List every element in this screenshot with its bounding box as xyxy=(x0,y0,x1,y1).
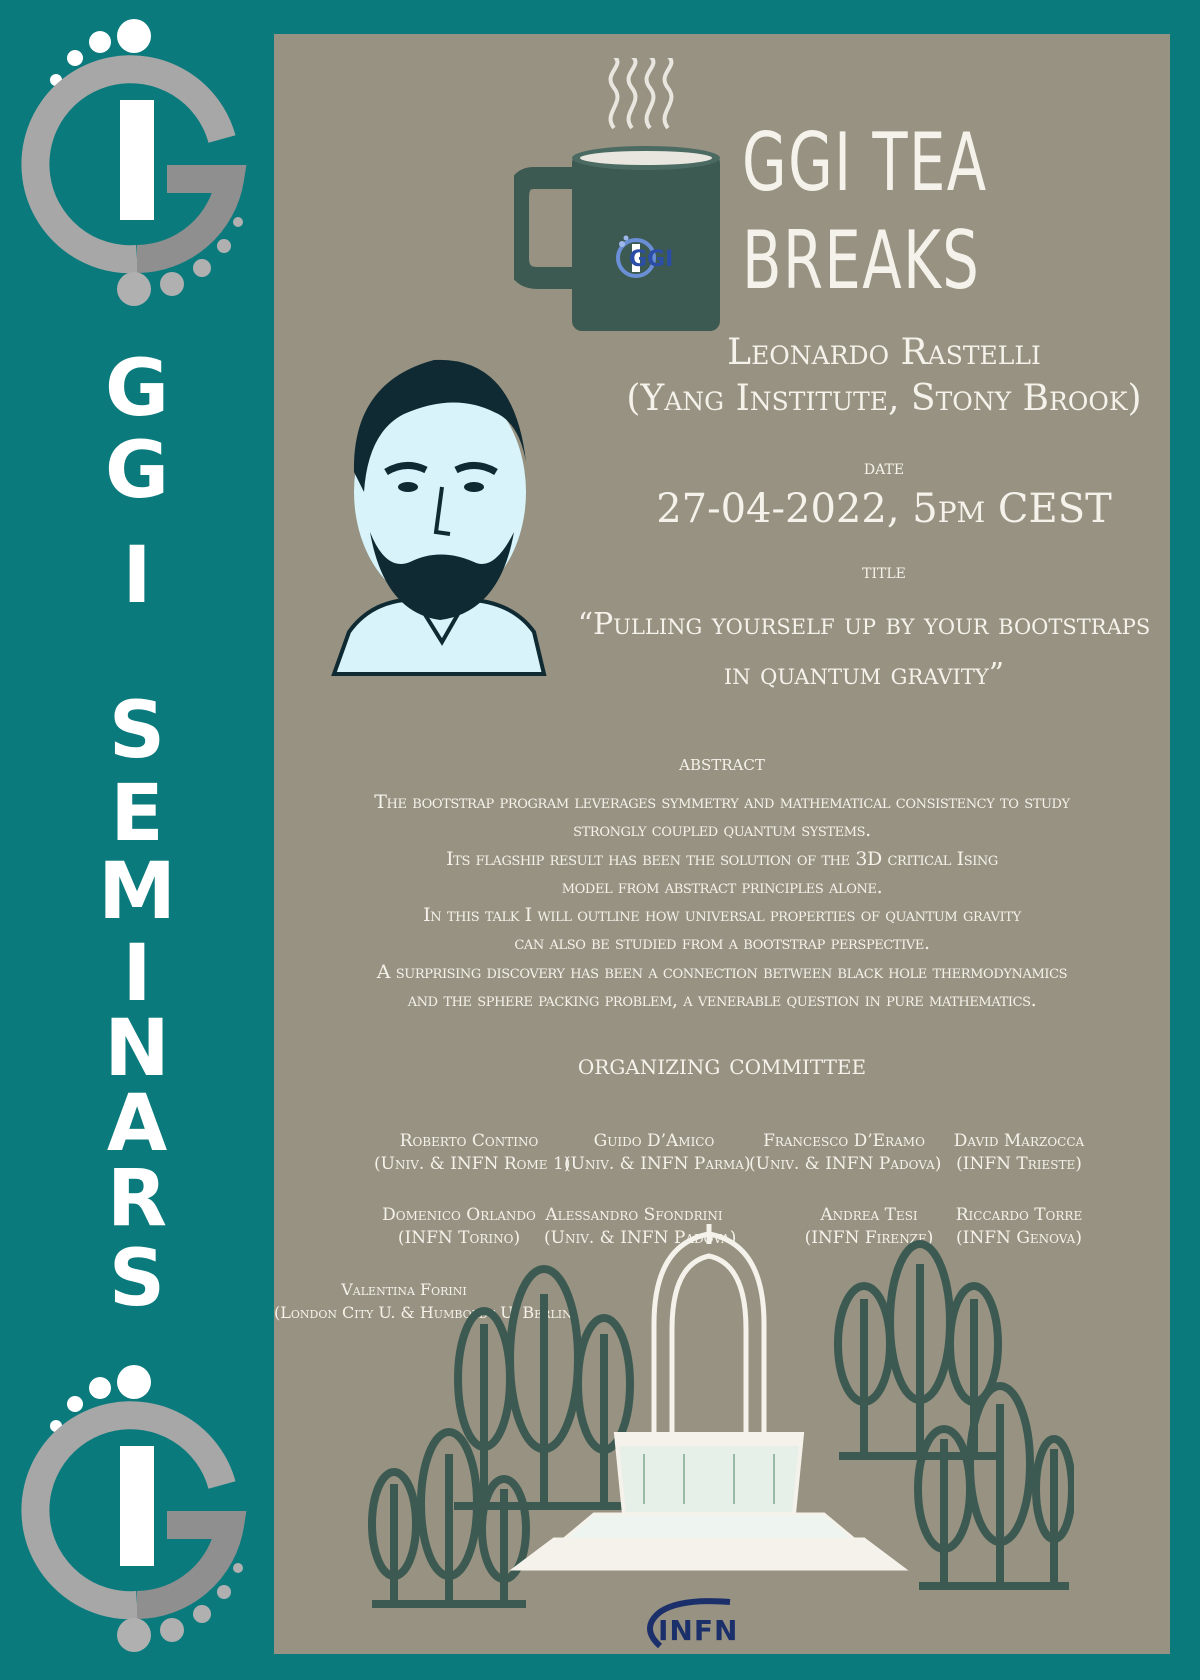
ggi-logo-bottom xyxy=(12,1360,262,1660)
member-name: Alessandro Sfondrini xyxy=(545,1205,723,1225)
abstract-label: abstract xyxy=(679,751,765,775)
abstract-line: can also be studied from a bootstrap perspective. xyxy=(514,932,930,955)
ggi-logo-top xyxy=(12,14,262,314)
sidebar-letter: G xyxy=(104,426,170,516)
member-name: Francesco D’Eramo xyxy=(763,1131,925,1151)
sidebar-letter: I xyxy=(122,531,152,621)
member-affiliation: (INFN Trieste) xyxy=(956,1154,1082,1174)
event-title-line1: GGI TEA xyxy=(742,116,988,209)
member-affiliation: (Univ. & INFN Padova) xyxy=(544,1228,737,1248)
sidebar-letter: A xyxy=(106,1079,168,1169)
abstract-line: A surprising discovery has been a connection between black hole thermodynamics xyxy=(376,960,1068,983)
abstract-line: and the sphere packing problem, a venerable question in pure mathematics. xyxy=(407,989,1037,1012)
sidebar-letter: M xyxy=(98,847,176,937)
abstract-line: The bootstrap program leverages symmetry and mathematical consistency to study xyxy=(374,791,1070,813)
abstract-line: model from abstract principles alone. xyxy=(561,875,883,898)
member-affiliation: (INFN Firenze) xyxy=(804,1228,934,1248)
member-affiliation: (Univ. & INFN Padova) xyxy=(749,1154,942,1174)
sidebar xyxy=(0,0,274,1680)
sidebar-letter: S xyxy=(108,1234,166,1324)
speaker-portrait xyxy=(324,342,552,680)
member-affiliation: (INFN Genova) xyxy=(956,1228,1082,1248)
date-label: date xyxy=(863,455,905,479)
member-affiliation: (Univ. & INFN Rome 1) xyxy=(374,1154,571,1174)
committee-member xyxy=(944,1130,1094,1176)
talk-title-line1: “Pulling yourself up by your bootstraps xyxy=(577,607,1151,642)
tea-mug-icon xyxy=(514,58,734,338)
member-name: Riccardo Torre xyxy=(955,1205,1083,1225)
event-title xyxy=(742,114,988,310)
speaker-name: Leonardo Rastelli xyxy=(727,332,1041,373)
abstract-line: In this talk I will outline how universal properties of quantum gravity xyxy=(423,904,1021,927)
member-name: Guido D’Amico xyxy=(593,1131,715,1151)
talk-title-label: title xyxy=(862,559,906,583)
member-name: Valentina Forini xyxy=(341,1280,467,1299)
member-name: David Marzocca xyxy=(953,1131,1085,1151)
abstract-line: Its flagship result has been the solution of the 3D critical Ising xyxy=(446,847,998,870)
mug-logo-text: GGI xyxy=(629,247,674,272)
event-title-line2: BREAKS xyxy=(742,214,981,307)
committee-member xyxy=(374,1130,571,1176)
poster-card xyxy=(274,34,1170,1654)
date-value: 27-04-2022, 5pm CEST xyxy=(656,486,1112,532)
committee-member xyxy=(564,1130,751,1176)
sidebar-letter: I xyxy=(122,929,152,1019)
sidebar-letter: S xyxy=(108,686,166,776)
top-strip xyxy=(274,0,1170,34)
abstract-body xyxy=(274,788,1170,1014)
speaker-affiliation: (Yang Institute, Stony Brook) xyxy=(626,378,1142,419)
sidebar-letter: G xyxy=(104,344,170,434)
infn-logo-text: INFN xyxy=(658,1614,739,1647)
member-name: Domenico Orlando xyxy=(382,1205,536,1225)
garden-illustration xyxy=(354,1184,1074,1624)
abstract-line: strongly coupled quantum systems. xyxy=(573,819,871,842)
committee-member xyxy=(749,1130,942,1176)
member-affiliation: (London City U. & Humboldt U. Berlin) xyxy=(274,1303,578,1322)
talk-title xyxy=(574,600,1154,700)
committee-heading: organizing committee xyxy=(577,1048,867,1081)
talk-title-line2: in quantum gravity” xyxy=(723,657,1005,692)
sidebar-letter: N xyxy=(104,1004,170,1094)
member-name: Roberto Contino xyxy=(399,1131,539,1151)
member-affiliation: (INFN Torino) xyxy=(397,1228,521,1248)
member-name: Andrea Tesi xyxy=(820,1205,918,1225)
member-affiliation: (Univ. & INFN Parma) xyxy=(564,1154,751,1174)
sidebar-letter: R xyxy=(106,1154,168,1244)
sidebar-letter: E xyxy=(110,769,164,859)
